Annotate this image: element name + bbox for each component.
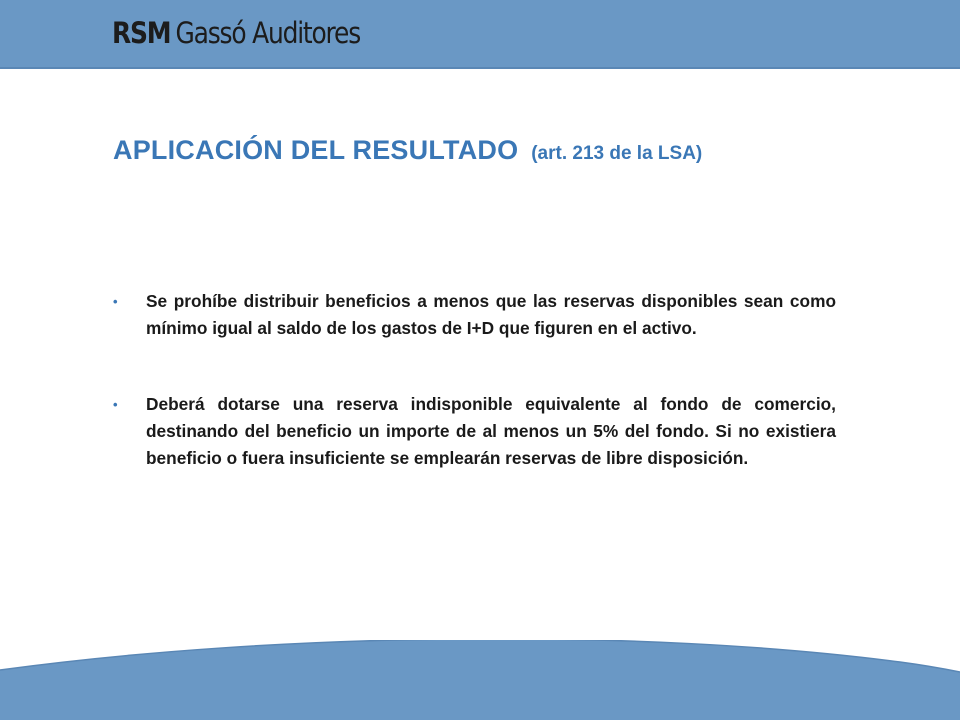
bullet-dot-icon: • — [113, 397, 118, 412]
bullet-list — [112, 288, 836, 472]
bullet-dot-icon: • — [113, 294, 118, 309]
logo-company-name: Gassó Auditores — [175, 16, 360, 50]
footer-wave — [0, 640, 960, 720]
title-main: APLICACIÓN DEL RESULTADO — [113, 135, 519, 165]
header-bar — [0, 0, 960, 69]
bullet-item — [112, 391, 836, 472]
bullet-text: Deberá dotarse una reserva indisponible equivalente al fondo de comercio, destinando del beneficio un importe de al menos un 5% del fondo. Si no existiera beneficio o fuera insuficiente se emplearán reservas de libre disposición. — [146, 394, 836, 468]
logo-rsm-text: RSM — [112, 16, 171, 50]
slide-title — [113, 130, 702, 167]
bullet-item — [112, 288, 836, 342]
title-subtitle: (art. 213 de la LSA) — [531, 143, 703, 164]
bullet-text: Se prohíbe distribuir beneficios a menos que las reservas disponibles sean como mínimo igual al saldo de los gastos de I+D que figuren en el activo. — [146, 291, 836, 338]
company-logo — [112, 10, 360, 56]
